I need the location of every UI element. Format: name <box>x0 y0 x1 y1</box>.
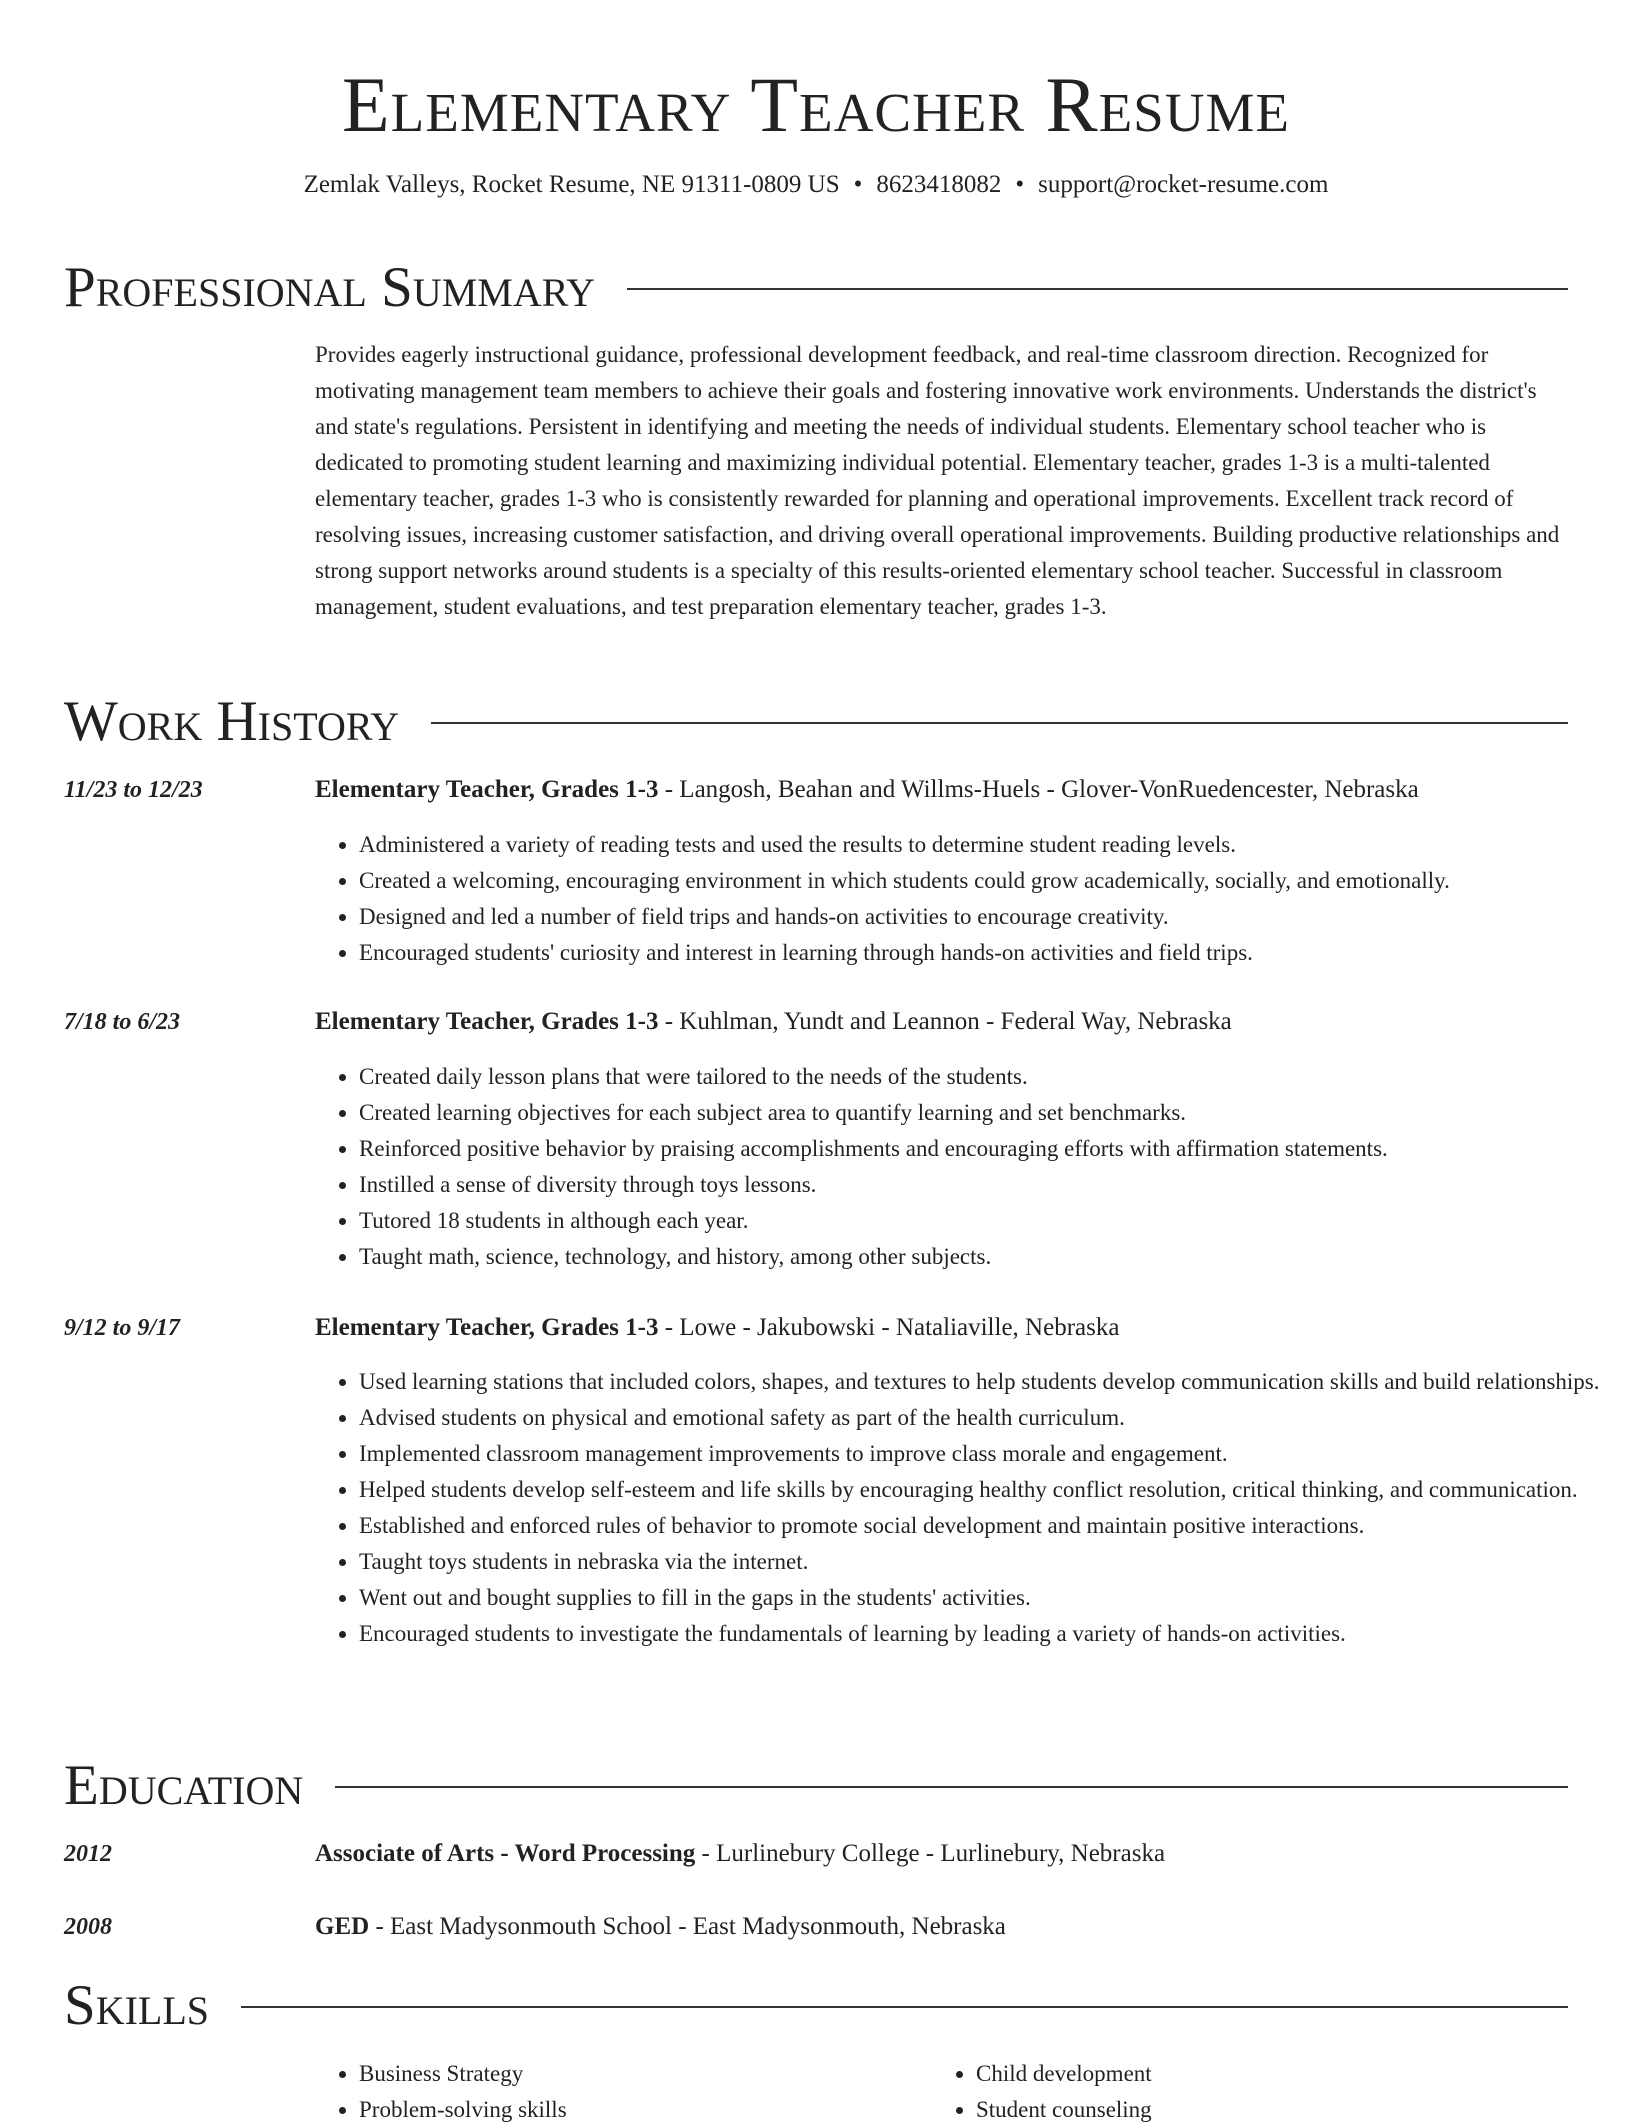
list-item: • Tutored 18 students in although each year. <box>359 1203 1612 1239</box>
list-item: • Helped students develop self-esteem and life skills by encouraging healthy conflict resolution, critical thinking, and communication. <box>359 1472 1612 1508</box>
list-item: • Problem-solving skills <box>359 2092 929 2128</box>
list-item: • Reinforced positive behavior by praising accomplishments and encouraging efforts with affirmation statements. <box>359 1131 1612 1167</box>
section-title: Skills <box>64 1974 210 2037</box>
list-item: • Established and enforced rules of behavior to promote social development and maintain positive interactions. <box>359 1508 1612 1544</box>
section-divider <box>241 2006 1568 2008</box>
job-details: - Lowe - Jakubowski - Nataliaville, Nebraska <box>658 1314 1120 1341</box>
job-title: Elementary Teacher, Grades 1-3 <box>315 1008 659 1035</box>
job-details: - Langosh, Beahan and Willms-Huels - Glover-VonRuedencester, Nebraska <box>658 776 1419 803</box>
job-details: - Kuhlman, Yundt and Leannon - Federal Way, Nebraska <box>658 1008 1232 1035</box>
job-heading <box>315 1006 1568 1038</box>
list-item: • Taught toys students in nebraska via the internet. <box>359 1544 1612 1580</box>
job-bullets <box>315 827 1612 971</box>
job-bullets <box>315 1059 1612 1275</box>
email: support@rocket-resume.com <box>1038 171 1329 198</box>
job-title: Elementary Teacher, Grades 1-3 <box>315 1314 659 1341</box>
section-title: Education <box>64 1754 304 1817</box>
work-section-header <box>64 690 1568 754</box>
list-item: • Advised students on physical and emotional safety as part of the health curriculum. <box>359 1400 1612 1436</box>
list-item: • Taught math, science, technology, and history, among other subjects. <box>359 1239 1612 1275</box>
education-heading <box>315 1838 1568 1870</box>
education-year: 2008 <box>64 1914 112 1940</box>
skills-list-right <box>932 2056 1576 2128</box>
job-dates: 9/12 to 9/17 <box>64 1315 181 1341</box>
list-item: • Created learning objectives for each subject area to quantify learning and set benchmarks. <box>359 1095 1612 1131</box>
address: Zemlak Valleys, Rocket Resume, NE 91311-0809 US <box>303 171 840 198</box>
list-item: • Used learning stations that included colors, shapes, and textures to help students develop communication skills and build relationships. <box>359 1364 1612 1400</box>
list-item: • Encouraged students' curiosity and interest in learning through hands-on activities and field trips. <box>359 935 1612 971</box>
section-divider <box>431 722 1568 724</box>
list-item: • Administered a variety of reading tests and used the results to determine student reading levels. <box>359 827 1612 863</box>
education-degree: Associate of Arts - Word Processing <box>315 1840 696 1867</box>
list-item: • Encouraged students to investigate the fundamentals of learning by leading a variety of hands-on activities. <box>359 1616 1612 1652</box>
list-item: • Created a welcoming, encouraging environment in which students could grow academically, socially, and emotionally. <box>359 863 1612 899</box>
education-year: 2012 <box>64 1841 112 1867</box>
job-heading <box>315 774 1568 806</box>
list-item: • Went out and bought supplies to fill in the gaps in the students' activities. <box>359 1580 1612 1616</box>
resume-page <box>64 0 1600 2122</box>
list-item: • Designed and led a number of field trips and hands-on activities to encourage creativity. <box>359 899 1612 935</box>
list-item: • Business Strategy <box>359 2056 929 2092</box>
education-degree: GED <box>315 1913 370 1940</box>
list-item: • Implemented classroom management improvements to improve class morale and engagement. <box>359 1436 1612 1472</box>
summary-section-header <box>64 256 1568 320</box>
skills-list-left <box>315 2056 929 2128</box>
section-title: Work History <box>64 690 400 753</box>
list-item: • Student counseling <box>976 2092 1576 2128</box>
separator: • <box>853 171 863 198</box>
job-title: Elementary Teacher, Grades 1-3 <box>315 776 659 803</box>
education-details: - Lurlinebury College - Lurlinebury, Nebraska <box>695 1840 1166 1867</box>
skills-section-header <box>64 1974 1568 2038</box>
separator: • <box>1015 171 1025 198</box>
list-item: • Instilled a sense of diversity through toys lessons. <box>359 1167 1612 1203</box>
job-heading <box>315 1312 1568 1344</box>
section-title: Professional Summary <box>64 256 596 319</box>
section-divider <box>627 288 1568 290</box>
list-item: • Child development <box>976 2056 1576 2092</box>
summary-text: Provides eagerly instructional guidance, professional development feedback, and real-time classroom direction. Recognized for motivating management team members to achieve their goals and fostering innovative work environments. Understands the district's and state's regulations. Persistent in identifying and meeting the needs of individual students. Elementary school teacher who is dedicated to promoting student learning and maximizing individual potential. Elementary teacher, grades 1-3 is a multi-talented elementary teacher, grades 1-3 who is consistently rewarded for planning and operational improvements. Excellent track record of resolving issues, increasing customer satisfaction, and driving overall operational improvements. Building productive relationships and strong support networks around students is a specialty of this results-oriented elementary school teacher. Successful in classroom management, student evaluations, and test preparation elementary teacher, grades 1-3. <box>315 342 1560 619</box>
list-item: • Created daily lesson plans that were tailored to the needs of the students. <box>359 1059 1612 1095</box>
education-heading <box>315 1911 1568 1943</box>
job-bullets <box>315 1364 1612 1652</box>
section-divider <box>335 1786 1568 1788</box>
job-dates: 11/23 to 12/23 <box>64 777 203 803</box>
resume-title: Elementary Teacher Resume <box>341 61 1290 148</box>
education-details: - East Madysonmouth School - East Madysonmouth, Nebraska <box>369 1913 1006 1940</box>
phone: 8623418082 <box>876 171 1002 198</box>
contact-line <box>64 170 1568 200</box>
job-dates: 7/18 to 6/23 <box>64 1009 181 1035</box>
education-section-header <box>64 1754 1568 1818</box>
